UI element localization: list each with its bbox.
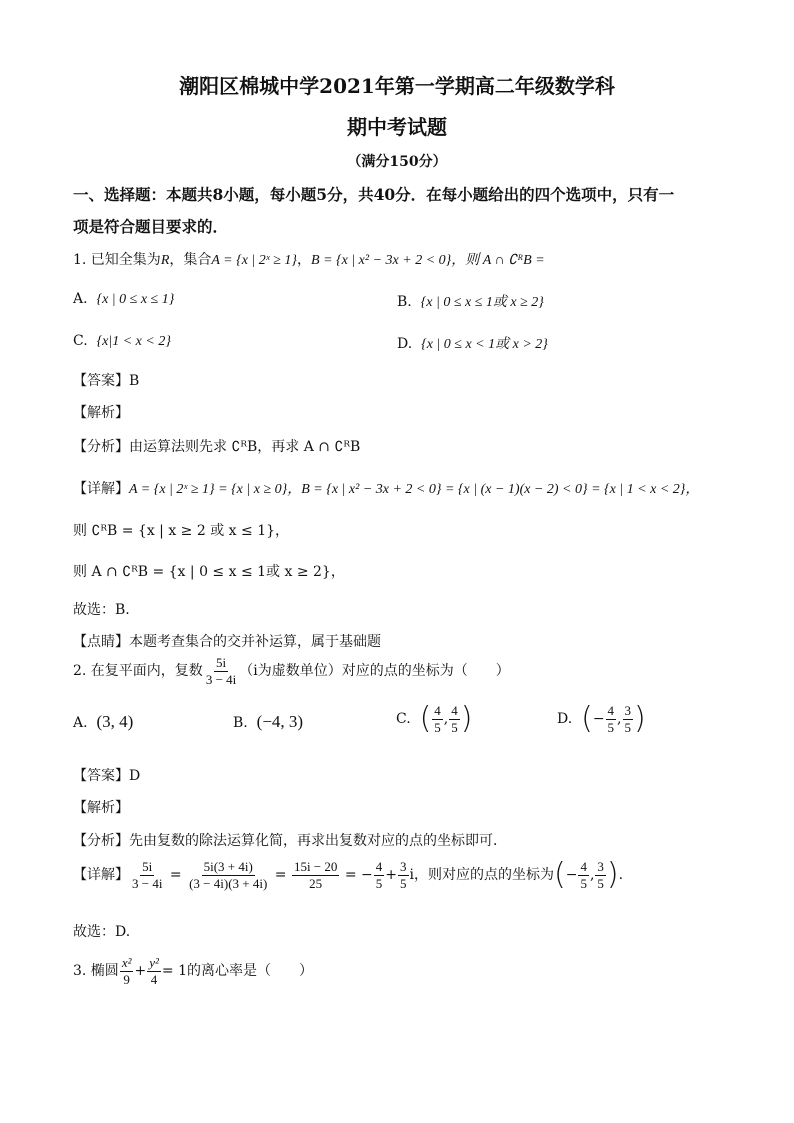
fraction-numerator: 3 bbox=[597, 859, 604, 874]
fraction bbox=[398, 860, 409, 890]
equals: = 1 bbox=[161, 963, 187, 980]
q2-fraction bbox=[204, 656, 238, 686]
option-text: {x | 0 ≤ x < 1或 x > 2} bbox=[421, 337, 548, 352]
fraction-denominator: 5 bbox=[375, 875, 383, 891]
fraction-numerator: 5i bbox=[142, 859, 153, 874]
q1-set-a: A = {x | 2ˣ ≥ 1} bbox=[211, 253, 298, 268]
option-label: A. bbox=[73, 715, 88, 731]
q1-jiexi: 【解析】 bbox=[73, 405, 129, 421]
option-text: {x | 0 ≤ x ≤ 1} bbox=[96, 292, 175, 307]
fenxi-text: 先由复数的除法运算化简，再求出复数对应的点的坐标即可． bbox=[129, 833, 507, 849]
q1-set-b: B = {x | x² − 3x + 2 < 0} bbox=[311, 253, 452, 268]
option-label: B. bbox=[397, 294, 412, 310]
q1-option-a bbox=[73, 291, 174, 308]
fraction bbox=[120, 956, 134, 986]
detail-tail: ，则对应的点的坐标为 bbox=[413, 867, 554, 884]
option-label: D. bbox=[397, 336, 413, 352]
question-3-stem: 3. 椭圆 $\frac{\text{x²}}{9}$ + $\frac{\text{y²}}{4}$ = 1的离心率是（ ） bbox=[73, 955, 313, 987]
option-label: C. bbox=[396, 711, 411, 728]
q2-option-a bbox=[73, 712, 133, 732]
q1-detail-line3: 则 A ∩ ∁ᴿB = {x | 0 ≤ x ≤ 1或 x ≥ 2}， bbox=[73, 564, 345, 580]
fraction-denominator: 5 bbox=[400, 875, 407, 891]
detail-text: A = {x | 2ˣ ≥ 1} = {x | x ≥ 0}，B = {x | x² − 3x + 2 < 0} = {x | (x − 1)(x − 2) < 0} = {x | 1 < x < 2}， bbox=[129, 482, 700, 497]
q3-prefix: 3. 椭圆 bbox=[73, 963, 119, 980]
fraction-numerator: 4 bbox=[580, 859, 587, 874]
q2-answer: 【答案】D bbox=[73, 768, 141, 784]
right-paren: ) bbox=[634, 701, 646, 737]
fraction-denominator: 5 bbox=[451, 719, 458, 735]
fraction bbox=[187, 860, 269, 890]
fraction-numerator: 3 bbox=[400, 859, 407, 874]
q1-option-b bbox=[397, 291, 544, 311]
fraction-denominator: 5 bbox=[434, 719, 441, 735]
q1-tail: ，则 A ∩ ∁ᴿB = bbox=[451, 253, 545, 268]
fraction-numerator: 4 bbox=[451, 703, 458, 718]
page-subtitle: 期中考试题 bbox=[347, 115, 447, 139]
q1-mid: ，集合 bbox=[169, 252, 212, 268]
q1-answer: 【答案】B bbox=[73, 373, 140, 389]
q1-detail-line2: 则 ∁ᴿB = {x | x ≥ 2 或 x ≤ 1}， bbox=[73, 523, 290, 539]
fraction-numerator: 5i(3 + 4i) bbox=[203, 859, 253, 874]
fraction-numerator: 4 bbox=[434, 703, 441, 718]
detail-label: 【详解】 bbox=[73, 481, 129, 497]
fraction-denominator: 5 bbox=[607, 719, 615, 735]
option-text: {x|1 < x < 2} bbox=[96, 334, 171, 349]
fraction-numerator: y² bbox=[149, 955, 159, 970]
right-paren: ) bbox=[606, 857, 619, 893]
q1-detail-line1 bbox=[73, 478, 699, 498]
left-paren: ( bbox=[553, 857, 566, 893]
fraction-denominator: 5 bbox=[597, 875, 604, 891]
q1-option-d bbox=[397, 333, 548, 353]
option-text: (−4, 3) bbox=[256, 712, 304, 731]
option-text: (3, 4) bbox=[96, 712, 134, 731]
fenxi-label: 【分析】 bbox=[73, 833, 129, 849]
left-paren: ( bbox=[419, 701, 432, 737]
question-1-stem bbox=[73, 249, 545, 269]
full-score-note: （满分150分） bbox=[347, 154, 447, 170]
fraction bbox=[432, 704, 443, 734]
q2-prefix: 2. 在复平面内，复数 bbox=[73, 663, 203, 680]
q2-tail: （i为虚数单位）对应的点的坐标为（ ） bbox=[239, 663, 510, 680]
fraction-denominator: 9 bbox=[123, 971, 130, 987]
q2-option-b bbox=[233, 712, 303, 732]
fraction bbox=[130, 860, 164, 890]
left-paren: ( bbox=[581, 701, 593, 737]
fenxi-text: 由运算法则先求 ∁ᴿB，再求 A ∩ ∁ᴿB bbox=[129, 439, 361, 455]
q1-choose: 故选：B. bbox=[73, 602, 130, 618]
option-label: B. bbox=[233, 715, 248, 731]
fraction bbox=[374, 860, 385, 890]
fraction-numerator: 15i − 20 bbox=[293, 859, 338, 874]
fraction-denominator: 5 bbox=[624, 719, 631, 735]
fraction bbox=[449, 704, 460, 734]
q2-fenxi bbox=[73, 830, 507, 850]
q2-detail: 【详解】 $\frac{5i}{3 - 4i}$ = $\frac{5i(3 + 4i)}{(3 - 4i)(3 + 4i)}$ = $\frac{15i - 20}{25}$ = − $\frac{4}{5}$ + $\frac{3}{5}$ i，则对应的点的坐标为(− $\frac{4}{5}$ , $\frac{3}{5}$ ). bbox=[73, 857, 624, 893]
fraction-denominator: 25 bbox=[309, 875, 323, 891]
page-title: 潮阳区棉城中学2021年第一学期高二年级数学科 bbox=[179, 74, 615, 98]
q2-option-c: C. ( $\frac{4}{5}$ , $\frac{4}{5}$ ) bbox=[396, 701, 473, 737]
fraction-denominator: 3 − 4i bbox=[205, 671, 237, 687]
fraction-numerator: 5i bbox=[215, 655, 227, 670]
fenxi-label: 【分析】 bbox=[73, 439, 129, 455]
fraction-numerator: 4 bbox=[607, 703, 615, 718]
question-2-stem bbox=[73, 656, 510, 686]
minus-sign: − bbox=[592, 711, 605, 728]
fraction bbox=[595, 860, 606, 890]
option-label: A. bbox=[73, 291, 88, 307]
fraction-denominator: 5 bbox=[580, 875, 587, 891]
fraction bbox=[292, 860, 339, 890]
option-label: C. bbox=[73, 333, 88, 349]
fraction bbox=[606, 704, 617, 734]
section-heading-line2: 项是符合题目要求的． bbox=[73, 217, 229, 236]
option-label: D. bbox=[557, 711, 573, 728]
fraction bbox=[623, 704, 634, 734]
fraction-denominator: (3 − 4i)(3 + 4i) bbox=[189, 875, 268, 891]
q3-tail: 的离心率是（ ） bbox=[186, 963, 313, 980]
q1-universal-set: R bbox=[160, 253, 170, 268]
q2-jiexi: 【解析】 bbox=[73, 800, 129, 816]
q1-dianjing: 【点睛】本题考查集合的交并补运算，属于基础题 bbox=[73, 634, 381, 650]
detail-label: 【详解】 bbox=[73, 867, 129, 884]
fraction-denominator: 4 bbox=[150, 971, 158, 987]
fraction bbox=[147, 956, 161, 986]
right-paren: ) bbox=[460, 701, 473, 737]
q1-fenxi bbox=[73, 436, 360, 456]
q1-option-c bbox=[73, 333, 171, 350]
q1-prefix: 1. 已知全集为 bbox=[73, 252, 161, 268]
fraction-numerator: 3 bbox=[624, 703, 631, 718]
section-heading-line1: 一、选择题：本题共8小题，每小题5分，共40分．在每小题给出的四个选项中，只有一 bbox=[73, 185, 675, 204]
fraction bbox=[578, 860, 589, 890]
fraction-denominator: 3 − 4i bbox=[132, 875, 163, 891]
q2-choose: 故选：D. bbox=[73, 924, 131, 940]
q1-sep: ， bbox=[297, 252, 312, 268]
q2-option-d: D. (− $\frac{4}{5}$ , $\frac{3}{5}$ ) bbox=[557, 701, 646, 737]
fraction-numerator: 4 bbox=[375, 859, 383, 874]
fraction-numerator: x² bbox=[121, 955, 132, 970]
option-text: {x | 0 ≤ x ≤ 1或 x ≥ 2} bbox=[420, 295, 544, 310]
